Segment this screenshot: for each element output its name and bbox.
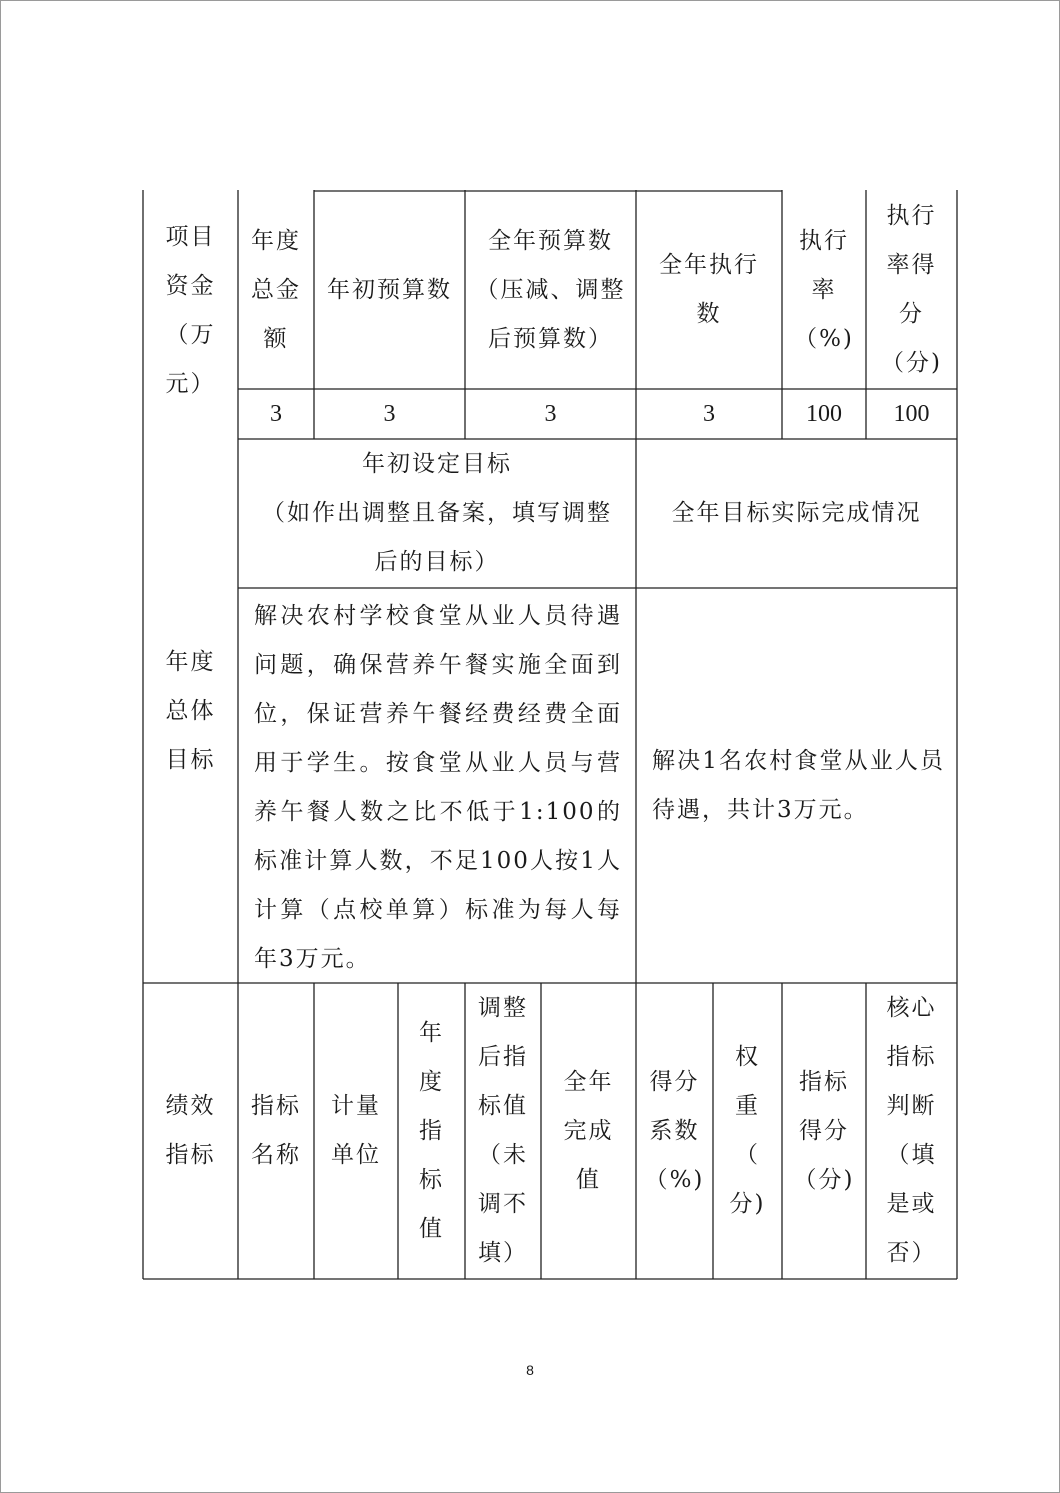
indicators-row-label [143, 983, 238, 1279]
header-indicator-name [238, 983, 314, 1279]
indicators-row-label-text: 绩效 指标 [165, 1093, 216, 1168]
set-goal-header [238, 439, 636, 588]
header-initial-budget [314, 191, 465, 389]
actual-completion-header-text: 全年目标实际完成情况 [671, 500, 922, 526]
header-score-coefficient-text: 得分 系数 （%) [644, 1068, 705, 1193]
header-indicator-score [782, 983, 866, 1279]
actual-completion-header [636, 439, 957, 588]
actual-completion-content [636, 588, 957, 983]
value-execution-score [866, 389, 957, 439]
funds-row-label-text: 项目 资金 （万 元） [165, 224, 216, 397]
header-full-year-execution-text: 全年执行 数 [659, 252, 759, 327]
page-number: 8 [526, 1362, 534, 1378]
value-execution-rate-text: 100 [806, 400, 842, 427]
header-indicator-score-text: 指标 得分 （分) [793, 1068, 855, 1193]
value-full-year-execution [636, 389, 782, 439]
header-annual-indicator-value-text: 年 度 指 标 值 [419, 1019, 444, 1242]
header-unit [314, 983, 398, 1279]
header-execution-score [866, 191, 957, 389]
funds-row-label [143, 190, 238, 439]
header-execution-score-text: 执行 率得 分 （分) [881, 203, 942, 376]
header-adjusted-indicator-value-text: 调整 后指 标值 （未 调不 填） [478, 995, 528, 1266]
value-full-year-budget-text: 3 [544, 400, 557, 427]
header-indicator-name-text: 指标 名称 [251, 1093, 301, 1168]
header-execution-rate [782, 191, 866, 389]
header-execution-rate-text: 执行 率 （%) [794, 227, 854, 352]
header-core-indicator-text: 核心 指标 判断 （填 是或 否） [886, 995, 937, 1266]
header-initial-budget-text: 年初预算数 [327, 276, 452, 303]
header-weight-text: 权 重 （ 分) [729, 1044, 766, 1217]
header-score-coefficient [636, 983, 713, 1279]
header-completed-value [541, 983, 636, 1279]
value-full-year-budget [465, 389, 636, 439]
set-goal-content [238, 593, 636, 983]
header-full-year-budget [465, 191, 636, 389]
value-initial-budget-text: 3 [383, 400, 396, 427]
header-full-year-budget-text: 全年预算数 （压减、调整 后预算数） [475, 227, 626, 352]
goals-row-label [143, 439, 238, 983]
value-annual-total [238, 389, 314, 439]
header-full-year-execution [636, 191, 782, 389]
value-full-year-execution-text: 3 [703, 400, 715, 427]
header-adjusted-indicator-value [465, 983, 541, 1279]
header-unit-text: 计量 单位 [331, 1093, 381, 1168]
header-annual-indicator-value [398, 983, 465, 1279]
value-execution-score-text: 100 [893, 400, 930, 427]
header-annual-total [238, 191, 314, 389]
set-goal-content-text: 解决农村学校食堂从业人员待遇问题，确保营养午餐实施全面到位，保证营养午餐经费经费全面用于学生。按食堂从业人员与营养午餐人数之比不低于1:100的标准计算人数，不足100人按1人计算（点校单算）标准为每人每年3万元。 [254, 603, 622, 972]
goals-row-label-text: 年度 总体 目标 [165, 648, 216, 773]
header-completed-value-text: 全年 完成 值 [563, 1068, 614, 1193]
value-annual-total-text: 3 [270, 400, 282, 427]
actual-completion-content-text: 解决1名农村食堂从业人员待遇，共计3万元。 [652, 747, 945, 823]
value-execution-rate [782, 389, 866, 439]
set-goal-header-text: 年初设定目标 （如作出调整且备案，填写调整 后的目标） [262, 451, 612, 575]
header-annual-total-text: 年度 总金 额 [251, 227, 301, 352]
header-weight [713, 983, 782, 1279]
value-initial-budget [314, 389, 465, 439]
header-core-indicator [866, 983, 957, 1279]
